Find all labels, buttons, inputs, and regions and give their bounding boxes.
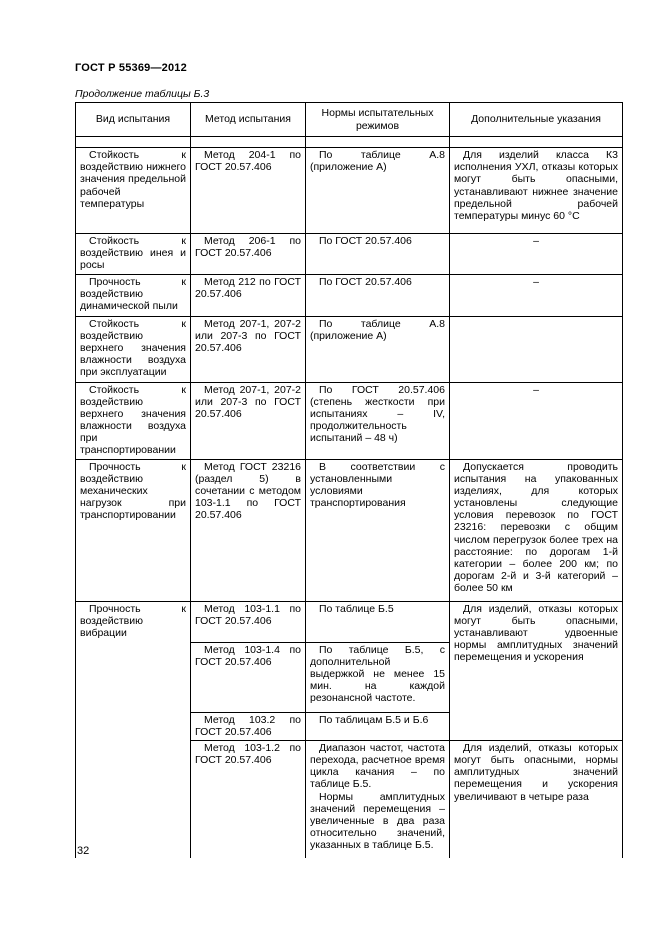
table-row xyxy=(76,316,623,382)
column-header-test-type: Вид испытания xyxy=(76,103,191,137)
cell-test-norms: По таблице Б.5, с дополнительной выдержкой не менее 15 мин. на каждой резонансной частоте. xyxy=(306,642,450,712)
cell-test-method: Метод 206-1 по ГОСТ 20.57.406 xyxy=(191,234,306,275)
cell-test-type: Прочность к воздействию механических нагрузок при транспортировании xyxy=(76,459,191,601)
doc-number: ГОСТ Р 55369—2012 xyxy=(75,62,187,74)
column-header-test-norms: Нормы испытательных режимов xyxy=(306,103,450,137)
document-page xyxy=(75,62,622,858)
cell-notes: – xyxy=(450,234,623,275)
cell-test-norms: По таблице Б.5 xyxy=(306,601,450,642)
table-row xyxy=(76,382,623,459)
norms-paragraph: Нормы амплитудных значений перемещения – увеличенные в два раза относительно значений, указанных в таблице Б.5. xyxy=(310,790,445,852)
norms-paragraph: Диапазон частот, частота перехода, расчетное время цикла качания – по таблице Б.5. xyxy=(310,741,445,791)
spacer-cell xyxy=(191,137,306,148)
spacer-cell xyxy=(306,137,450,148)
cell-notes: – xyxy=(450,274,623,316)
cell-test-norms: По ГОСТ 20.57.406 xyxy=(306,234,450,275)
table-row xyxy=(76,148,623,234)
spacer-cell xyxy=(76,137,191,148)
cell-notes xyxy=(450,316,623,382)
cell-test-method: Метод 212 по ГОСТ 20.57.406 xyxy=(191,274,306,316)
cell-test-method: Метод 103-1.4 по ГОСТ 20.57.406 xyxy=(191,642,306,712)
cell-notes: Для изделий, отказы которых могут быть опасными, нормы амплитудных значений перемещения и ускорения увеличивают в четыре раза xyxy=(450,740,623,858)
cell-test-norms: По таблице А.8 (приложение А) xyxy=(306,148,450,234)
table-caption: Продолжение таблицы Б.3 xyxy=(75,88,210,100)
cell-test-norms: По ГОСТ 20.57.406 xyxy=(306,274,450,316)
cell-test-method: Метод 103.2 по ГОСТ 20.57.406 xyxy=(191,712,306,740)
cell-test-method: Метод 207-1, 207-2 или 207-3 по ГОСТ 20.57.406 xyxy=(191,316,306,382)
table-spacer-row xyxy=(76,137,623,148)
cell-test-type: Прочность к воздействию вибрации xyxy=(76,601,191,858)
table-row xyxy=(76,459,623,601)
test-conditions-table xyxy=(75,102,623,858)
cell-notes: – xyxy=(450,382,623,459)
spacer-cell xyxy=(450,137,623,148)
cell-test-method: Метод 103-1.1 по ГОСТ 20.57.406 xyxy=(191,601,306,642)
cell-test-type: Стойкость к воздействию нижнего значения предельной рабочей температуры xyxy=(76,148,191,234)
table-row xyxy=(76,234,623,275)
column-header-test-method: Метод испытания xyxy=(191,103,306,137)
cell-test-type: Прочность к воздействию динамической пыли xyxy=(76,274,191,316)
table-row-vibration xyxy=(76,601,623,642)
table-header-row xyxy=(76,103,623,137)
cell-test-norms: По таблицам Б.5 и Б.6 xyxy=(306,712,450,740)
cell-notes: Допускается проводить испытания на упакованных изделиях, для которых установлены следующие условия перевозок по ГОСТ 23216: перевозки с общим числом перегрузок более трех на расстояние: по дорогам 1-й категории – более 200 км; по дорогам 2-й и 3-й категорий – более 50 км xyxy=(450,459,623,601)
cell-notes: Для изделий, отказы которых могут быть опасными, устанавливают удвоенные нормы амплитудных значений перемещения и ускорения xyxy=(450,601,623,740)
cell-notes: Для изделий класса К3 исполнения УХЛ, отказы которых могут быть опасными, устанавливают нижнее значение предельной рабочей температуры минус 60 °С xyxy=(450,148,623,234)
cell-test-type: Стойкость к воздействию инея и росы xyxy=(76,234,191,275)
page-number: 32 xyxy=(77,845,90,857)
table-row xyxy=(76,274,623,316)
cell-test-norms: По ГОСТ 20.57.406 (степень жесткости при испытаниях – IV, продолжительность испытаний – 48 ч) xyxy=(306,382,450,459)
cell-test-norms xyxy=(306,740,450,858)
cell-test-type: Стойкость к воздействию верхнего значения влажности воздуха при транспортировании xyxy=(76,382,191,459)
cell-test-method: Метод 103-1.2 по ГОСТ 20.57.406 xyxy=(191,740,306,858)
cell-test-norms: В соответствии с установленными условиями транспортирования xyxy=(306,459,450,601)
cell-test-method: Метод 207-1, 207-2 или 207-3 по ГОСТ 20.57.406 xyxy=(191,382,306,459)
cell-test-type: Стойкость к воздействию верхнего значения влажности воздуха при эксплуатации xyxy=(76,316,191,382)
cell-test-method: Метод ГОСТ 23216 (раздел 5) в сочетании с методом 103-1.1 по ГОСТ 20.57.406 xyxy=(191,459,306,601)
cell-test-norms: По таблице А.8 (приложение А) xyxy=(306,316,450,382)
cell-test-method: Метод 204-1 по ГОСТ 20.57.406 xyxy=(191,148,306,234)
column-header-notes: Дополнительные указания xyxy=(450,103,623,137)
